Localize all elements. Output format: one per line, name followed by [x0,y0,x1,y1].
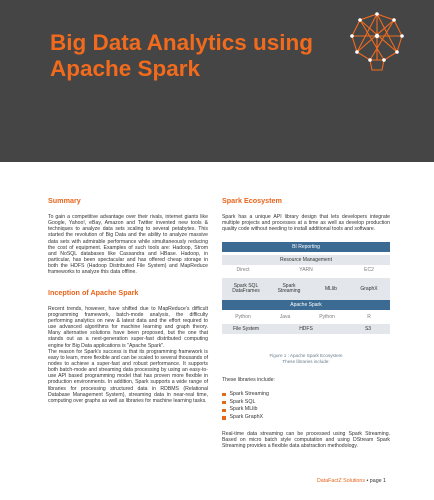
inception-paragraph-1: Recent trends, however, have shifted due to MapReduce's difficult programming framework, batch-mode analysis, the difficulty performing analytics on new & latest data and the effort required to use advanced algorithms for machine learning and graph theory. Many alternative solutions have been proposed, but the one that stands out as a next-generation super-fast distributed computing engine for Big Data applications is "Apache Spark". [48,305,208,349]
list-item: Spark Streaming [222,391,390,399]
ecosystem-heading: Spark Ecosystem [222,196,282,205]
list-item: Spark SQL [222,399,390,407]
spark-ecosystem-diagram [222,242,390,348]
page-title [50,30,350,82]
resource-management-bar: Resource Management [222,255,390,265]
bullet-square-icon [222,409,226,413]
bi-reporting-bar: BI Reporting [222,242,390,252]
java-label: Java [279,314,291,321]
page-footer [317,478,386,484]
spark-streaming-cell [270,282,308,296]
summary-paragraph: To gain a competitive advantage over their rivals, internet giants like Google, Yahoo!, eBay, Amazon and Twitter invented new tools & techniques to analyze data sets scaling to several petabytes. This started the revolution of Big Data and the ability to analyze massive data sets with admirable performance while simultaneously reducing the cost of equipment. Examples of such tools are: Hadoop, Strom and NoSQL databases like Cassandra and HBase. Hadoop, in particular, has been spectacular and has offered cheap storage in both the HDFS (Hadoop Distributed File System) and MapReduce frameworks to analyze this data offline. [48,214,208,276]
bullet-square-icon [222,393,226,397]
page-header [0,0,434,162]
libraries-intro: These libraries include: [222,376,275,383]
s3-label: S3 [364,325,372,332]
bullet-square-icon [222,416,226,420]
inception-heading: Inception of Apache Spark [48,287,139,297]
hdfs-label: HDFS [299,325,313,332]
left-column [48,196,208,404]
title-line-1: Big Data Analytics using [50,30,313,55]
figure-caption [222,353,390,364]
yarn-label: YARN [299,267,313,274]
ecosystem-paragraph: Spark has a unique API library design that lets developers integrate multiple projects and processes at a time as well as develop production quality code without needing to install additional tools and software. [222,214,390,233]
footer-brand: DataFactZ Solutions [316,478,365,484]
footer-separator: • [366,478,370,484]
figure-caption-line-2: These libraries include: [282,359,330,365]
python-label-2: Python [319,314,335,321]
streaming-label: Streaming [277,288,301,295]
realtime-paragraph: Real-time data streaming can be processed using Spark Streaming. Based on micro batch style computation and using DStream Spark Streaming provides a flexible data abstraction methodology. [222,431,390,450]
python-label: Python [235,314,251,321]
summary-heading: Summary [48,196,81,205]
inception-paragraph-2: The reason for Spark's success is that its programming framework is easy to learn, more flexible and can be scaled to several thousands of nodes to achieve a super-fast and robust performance. It supports both batch-mode and streaming data processing by using an easy-to-use API based programming model that has proven more flexible in production environments. In addition, Spark supports a wide range of libraries for processing structured data in RDBMS (Relational Database Management System), streaming data in near-real time, computing over graphs as well as libraries for machine learning tasks. [48,348,208,404]
r-label: R [367,314,371,321]
network-brain-logo-icon [342,4,412,80]
right-column [222,196,390,449]
bullet-square-icon [222,401,226,405]
direct-label: Direct [236,267,250,274]
footer-page-number: page 1 [369,478,386,484]
spark-sql-cell [224,282,268,296]
title-line-2: Apache Spark [50,56,201,81]
list-item: Spark MLlib [222,406,390,414]
figure-caption-line-1: Figure 1 : Apache Spark Ecosystem [269,353,343,359]
spark-label: Spark [282,282,296,289]
file-system-label: File System [232,325,260,332]
ec2-label: EC2 [364,267,374,274]
list-item: Spark GraphX [222,414,390,422]
apache-spark-bar: Apache Spark [222,300,390,310]
graphx-cell: GraphX [360,285,378,292]
mllib-cell: MLlib [325,285,337,292]
dataframes-label: DataFrames [232,288,260,295]
spark-sql-label: Spark SQL [233,282,259,289]
libraries-list [222,391,390,422]
